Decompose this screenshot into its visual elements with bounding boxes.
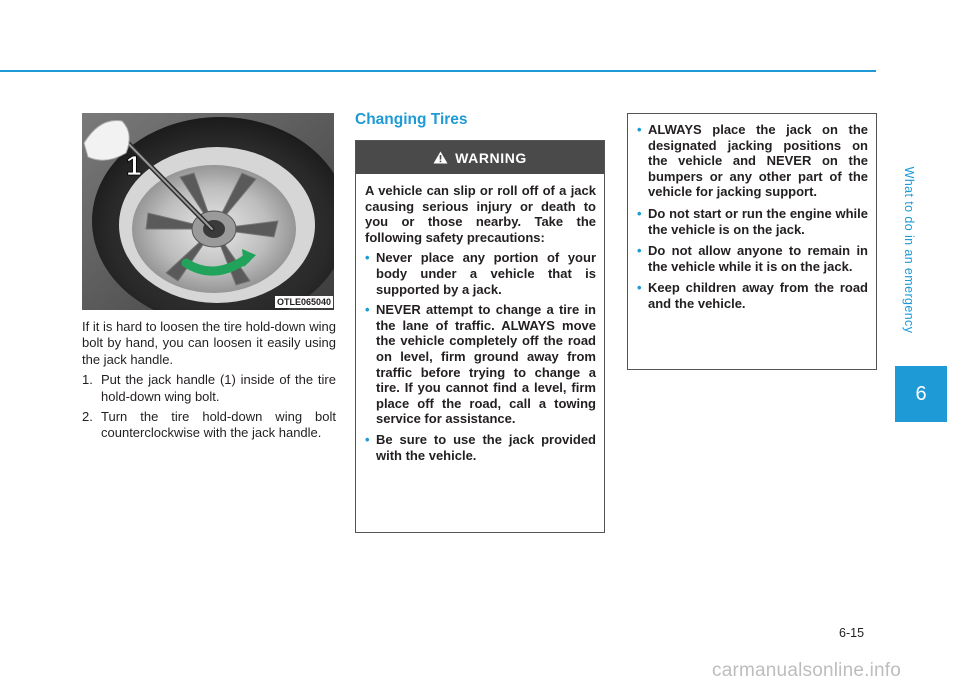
warning-bullet: [637, 122, 868, 200]
step-number: 1.: [82, 372, 93, 388]
section-title: Changing Tires: [355, 111, 468, 128]
bullet-dot-icon: •: [637, 280, 642, 296]
chapter-title: What to do in an emergency: [902, 166, 916, 334]
warning-bullet: [365, 302, 596, 427]
procedure-text: [82, 319, 336, 446]
warning-bullet: [637, 243, 868, 274]
warning-triangle-icon: [433, 151, 448, 164]
warning-intro: A vehicle can slip or roll off of a jack causing serious injury or death to you or those nearby. Take the following safety precautions:: [365, 183, 596, 245]
warning-bullet: [637, 280, 868, 311]
bullet-dot-icon: •: [365, 302, 370, 318]
step-number: 2.: [82, 409, 93, 425]
warning-bullet-text: Never place any portion of your body under a vehicle that is supported by a jack.: [376, 250, 596, 297]
figure-code: OTLE065040: [276, 297, 331, 307]
spare-tire-photo: [82, 113, 334, 310]
bullet-dot-icon: •: [637, 205, 642, 221]
warning-bullet: [637, 206, 868, 237]
step-list: [82, 372, 336, 442]
bullet-dot-icon: •: [637, 243, 642, 259]
bullet-dot-icon: •: [637, 122, 642, 137]
intro-paragraph: If it is hard to loosen the tire hold-down wing bolt by hand, you can loosen it easily using the jack handle.: [82, 319, 336, 367]
warning-bullet-text: Do not start or run the engine while the vehicle is on the jack.: [648, 205, 868, 237]
figure-callout: 1: [126, 150, 142, 181]
chapter-side-title: [896, 150, 922, 350]
chapter-tab: 6: [895, 366, 947, 422]
step-text: Put the jack handle (1) inside of the tire hold-down wing bolt.: [101, 372, 336, 404]
warning-header: [356, 141, 604, 174]
step-item: [82, 372, 336, 405]
warning-bullet-text: Be sure to use the jack provided with the vehicle.: [376, 431, 596, 463]
warning-bullet-text: Keep children away from the road and the vehicle.: [648, 280, 868, 311]
warning-content: [356, 174, 604, 463]
page-number: 6-15: [839, 626, 865, 640]
step-text: Turn the tire hold-down wing bolt counterclockwise with the jack handle.: [101, 409, 336, 441]
bullet-dot-icon: •: [365, 250, 370, 266]
spare-tire-illustration: [82, 113, 334, 310]
warning-bullet-list: [365, 250, 596, 463]
warning-bullet: [365, 250, 596, 297]
step-item: [82, 409, 336, 442]
bullet-dot-icon: •: [365, 431, 370, 447]
watermark: carmanualsonline.info: [712, 660, 902, 681]
warning-continued-list: [628, 114, 876, 312]
warning-label: WARNING: [455, 149, 527, 166]
warning-bullet-text: ALWAYS place the jack on the designated jacking positions on the vehicle and NEVER on the bumpers or any other part of the vehicle for jacking support.: [648, 122, 868, 200]
warning-bullet: [365, 432, 596, 463]
warning-box: [355, 140, 605, 533]
top-rule: [0, 70, 876, 72]
warning-continued-box: [627, 113, 877, 370]
warning-bullet-text: NEVER attempt to change a tire in the lane of traffic. ALWAYS move the vehicle completely off the road on level, firm ground away from traffic before trying to change a tire. If you cannot find a level, firm place off the road, call a towing service for assistance.: [376, 302, 596, 427]
warning-bullet-text: Do not allow anyone to remain in the vehicle while it is on the jack.: [648, 243, 868, 274]
